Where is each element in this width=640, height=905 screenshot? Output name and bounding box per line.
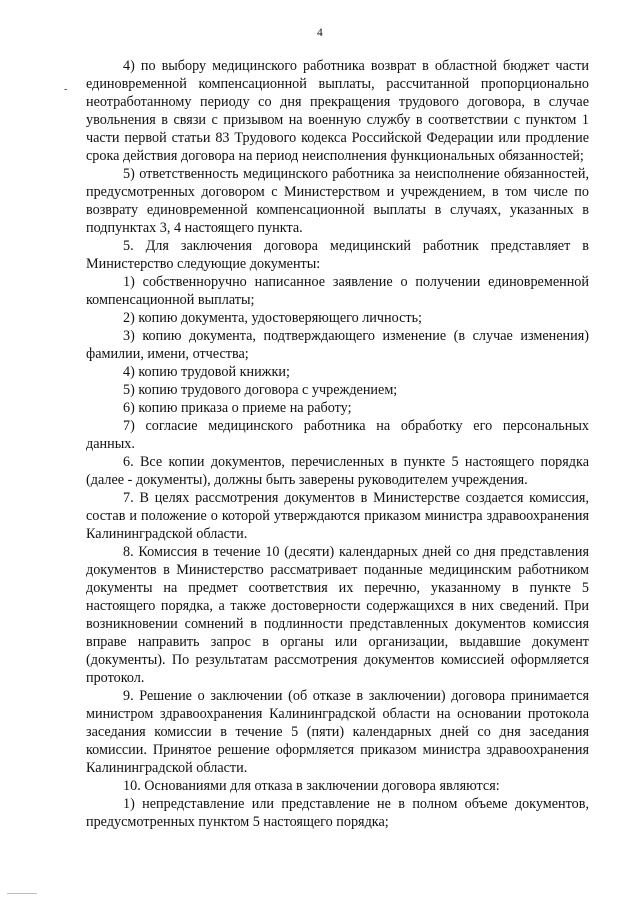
list-item-application: 1) собственноручно написанное заявление о получении единовременной компенсационной выплаты;: [86, 274, 589, 308]
list-item-workbook-copy: 4) копию трудовой книжки;: [123, 364, 290, 380]
list-item-incomplete-documents: 1) непредставление или представление не в полном объеме документов, предусмотренных пунктом 5 настоящего порядка;: [86, 796, 589, 830]
page-number: 4: [317, 27, 323, 39]
list-item-identity-copy: 2) копию документа, удостоверяющего личность;: [123, 310, 422, 326]
document-body: [86, 57, 589, 831]
paragraph-item-5-responsibility: 5) ответственность медицинского работника за неисполнение обязанностей, предусмотренных договором с Министерством и учреждением, в том числе по возврату единовременной компенсационной выплаты в случаях, указанных в подпунктах 3, 4 настоящего пункта.: [86, 166, 589, 236]
list-item-contract-copy: 5) копию трудового договора с учреждением;: [123, 382, 398, 398]
paragraph-clause-8: 8. Комиссия в течение 10 (десяти) календарных дней со дня представления документов в Министерство рассматривает поданные медицинским работником документы на предмет соответствия их перечню, указанному в пункте 5 настоящего порядка, а также достоверности содержащихся в них сведений. При возникновении сомнений в подлинности представленных документов комиссия вправе направить запрос в органы или организации, выдавшие документ (документы). По результатам рассмотрения документов комиссией оформляется протокол.: [86, 544, 589, 686]
paragraph-clause-9: 9. Решение о заключении (об отказе в заключении) договора принимается министром здравоохранения Калининградской области на основании протокола заседания комиссии в течение 5 (пяти) календарных дней со дня заседания комиссии. Принятое решение оформляется приказом министра здравоохранения Калининградской области.: [86, 688, 589, 776]
paragraph-clause-7: 7. В целях рассмотрения документов в Министерстве создается комиссия, состав и положение о которой утверждаются приказом министра здравоохранения Калининградской области.: [86, 490, 589, 542]
paragraph-clause-5: 5. Для заключения договора медицинский работник представляет в Министерство следующие документы:: [86, 238, 589, 272]
list-item-order-copy: 6) копию приказа о приеме на работу;: [123, 400, 352, 416]
list-item-consent: 7) согласие медицинского работника на обработку его персональных данных.: [86, 418, 589, 452]
paragraph-item-4-return: 4) по выбору медицинского работника возврат в областной бюджет части единовременной компенсационной выплаты, рассчитанной пропорционально неотработанному периоду со дня прекращения трудового договора, в случае увольнения в связи с призывом на военную службу в соответствии с пунктом 1 части первой статьи 83 Трудового кодекса Российской Федерации или продление срока действия договора на период неисполнения функциональных обязанностей;: [86, 58, 589, 164]
footer-divider: [7, 893, 37, 894]
list-item-name-change-copy: 3) копию документа, подтверждающего изменение (в случае изменения) фамилии, имени, отчества;: [86, 328, 589, 362]
paragraph-clause-6: 6. Все копии документов, перечисленных в пункте 5 настоящего порядка (далее - документы), должны быть заверены руководителем учреждения.: [86, 454, 589, 488]
stray-mark: -: [64, 84, 68, 95]
paragraph-clause-10: 10. Основаниями для отказа в заключении договора являются:: [123, 778, 500, 794]
